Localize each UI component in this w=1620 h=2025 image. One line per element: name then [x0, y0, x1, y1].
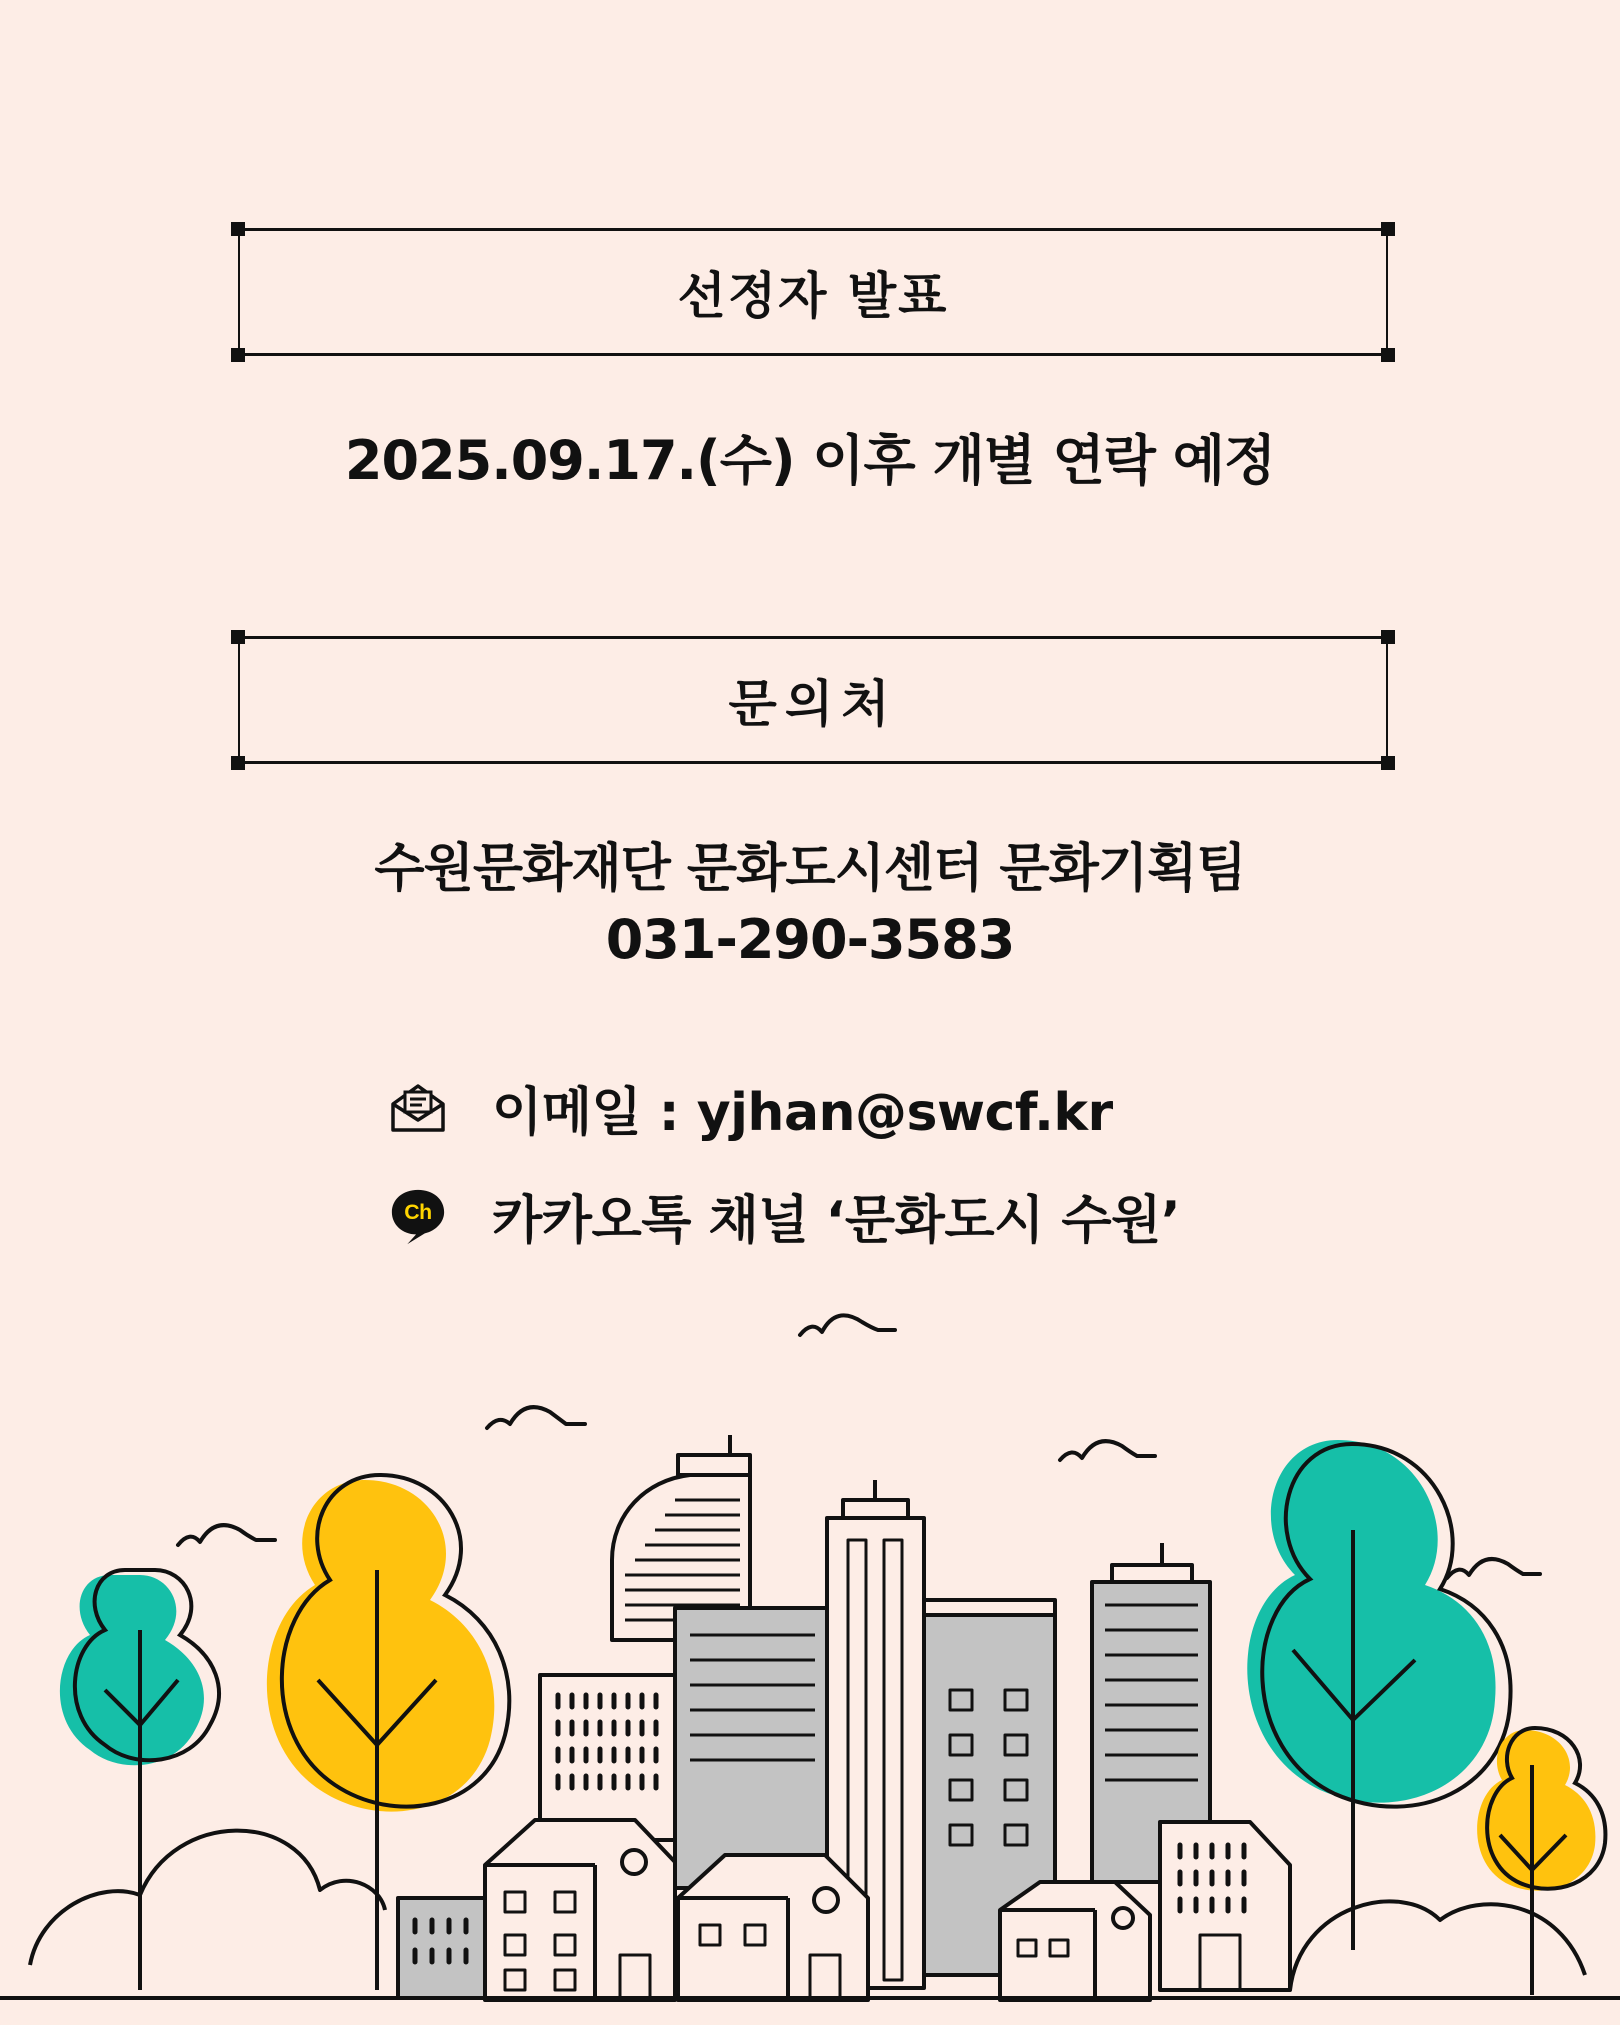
house-left — [485, 1820, 675, 2000]
yellow-tree-right — [1477, 1728, 1605, 1995]
cloud-line-icon — [1447, 1559, 1540, 1578]
kakao-channel-icon — [388, 1186, 448, 1246]
email-text: 이메일 : yjhan@swcf.kr — [492, 1083, 1113, 1143]
email-row[interactable] — [388, 1070, 1113, 1145]
inquiry-team: 수원문화재단 문화도시센터 문화기획팀 — [374, 839, 1246, 899]
building-gray-block — [675, 1608, 827, 1888]
cloud-line-icon — [1060, 1441, 1155, 1460]
building-gray-short — [398, 1898, 488, 1998]
inquiry-heading: 문의처 — [728, 675, 898, 733]
cloud-line-icon — [487, 1407, 585, 1428]
city-skyline-illustration — [0, 1295, 1620, 2025]
bush-left — [30, 1831, 385, 1965]
announcement-date: 2025.09.17.(수) 이후 개별 연락 예정 — [344, 429, 1276, 492]
announcement-heading-frame — [238, 228, 1388, 356]
bush-right — [1290, 1901, 1585, 1990]
cloud-line-icon — [800, 1315, 895, 1335]
kakao-channel-row[interactable] — [388, 1178, 1180, 1253]
envelope-open-icon — [388, 1078, 448, 1138]
inquiry-phone[interactable]: 031-290-3583 — [605, 908, 1015, 971]
kakao-channel-text: 카카오톡 채널 ‘문화도시 수원’ — [492, 1191, 1181, 1251]
inquiry-heading-frame — [238, 636, 1388, 764]
teal-tree-left — [60, 1570, 219, 1990]
cloud-line-icon — [178, 1525, 275, 1545]
kakao-badge-text: Ch — [404, 1199, 432, 1224]
announcement-heading: 선정자 발표 — [677, 267, 949, 325]
